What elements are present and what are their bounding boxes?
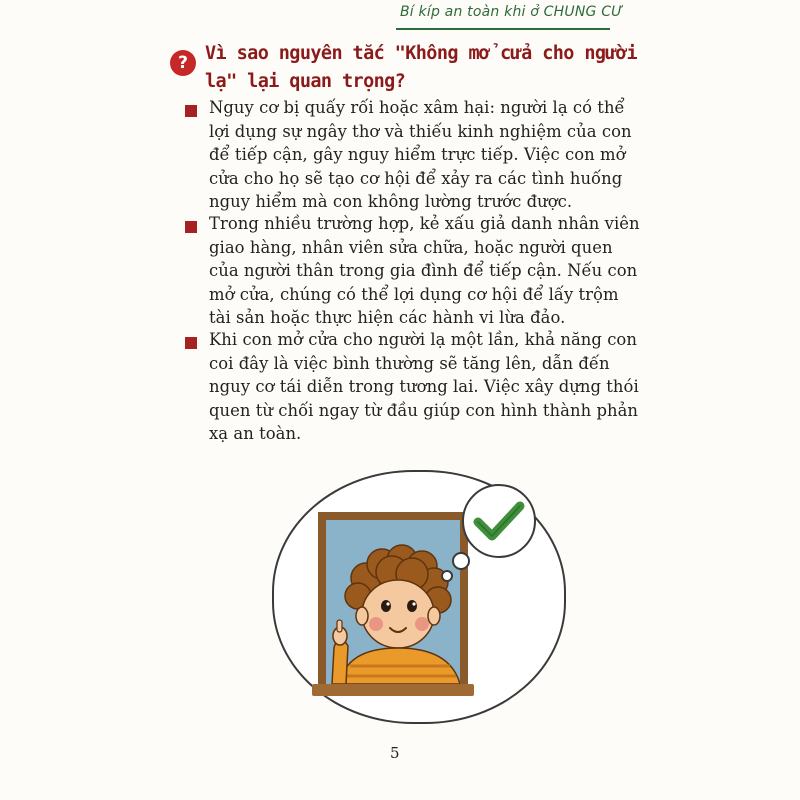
bullet-text: Khi con mở cửa cho người lạ một lần, khả năng con coi đây là việc bình thường sẽ tăng lên, dẫn đến nguy cơ tái diễn trong tương lai. Việc xây dựng thói quen từ chối ngay từ đầu giúp con hình thành phản xạ an toàn. <box>209 330 639 444</box>
bullet-square-icon <box>185 221 197 233</box>
list-item <box>185 212 645 330</box>
question-heading: Vì sao nguyên tắc "Không mở cửa cho người lạ" lại quan trọng? <box>205 43 638 92</box>
window-sill <box>312 684 474 696</box>
bullet-square-icon <box>185 105 197 117</box>
child-at-window-illustration <box>326 520 460 684</box>
list-item <box>185 328 645 446</box>
bullet-square-icon <box>185 337 197 349</box>
header-underline <box>396 28 610 30</box>
list-item <box>185 96 645 214</box>
window-illustration <box>318 512 468 692</box>
thought-bubble-dot-small <box>441 570 453 582</box>
bullet-text: Trong nhiều trường hợp, kẻ xấu giả danh nhân viên giao hàng, nhân viên sửa chữa, hoặc người quen của người thân trong gia đình để tiếp cận. Nếu con mở cửa, chúng có thể lợi dụng cơ hội để lấy trộm tài sản hoặc thực hiện các hành vi lừa đảo. <box>209 214 640 328</box>
running-header-title: Bí kíp an toàn khi ở CHUNG CƯ <box>400 4 624 20</box>
thought-bubble-icon <box>462 484 536 558</box>
bullet-text: Nguy cơ bị quấy rối hoặc xâm hại: người lạ có thể lợi dụng sự ngây thơ và thiếu kinh nghiệm của con để tiếp cận, gây nguy hiểm trực tiếp. Việc con mở cửa cho họ sẽ tạo cơ hội để xảy ra các tình huống nguy hiểm mà con không lường trước được. <box>209 98 632 212</box>
question-mark-icon: ? <box>170 50 196 76</box>
page-number: 5 <box>390 744 400 762</box>
checkmark-icon <box>464 486 534 556</box>
